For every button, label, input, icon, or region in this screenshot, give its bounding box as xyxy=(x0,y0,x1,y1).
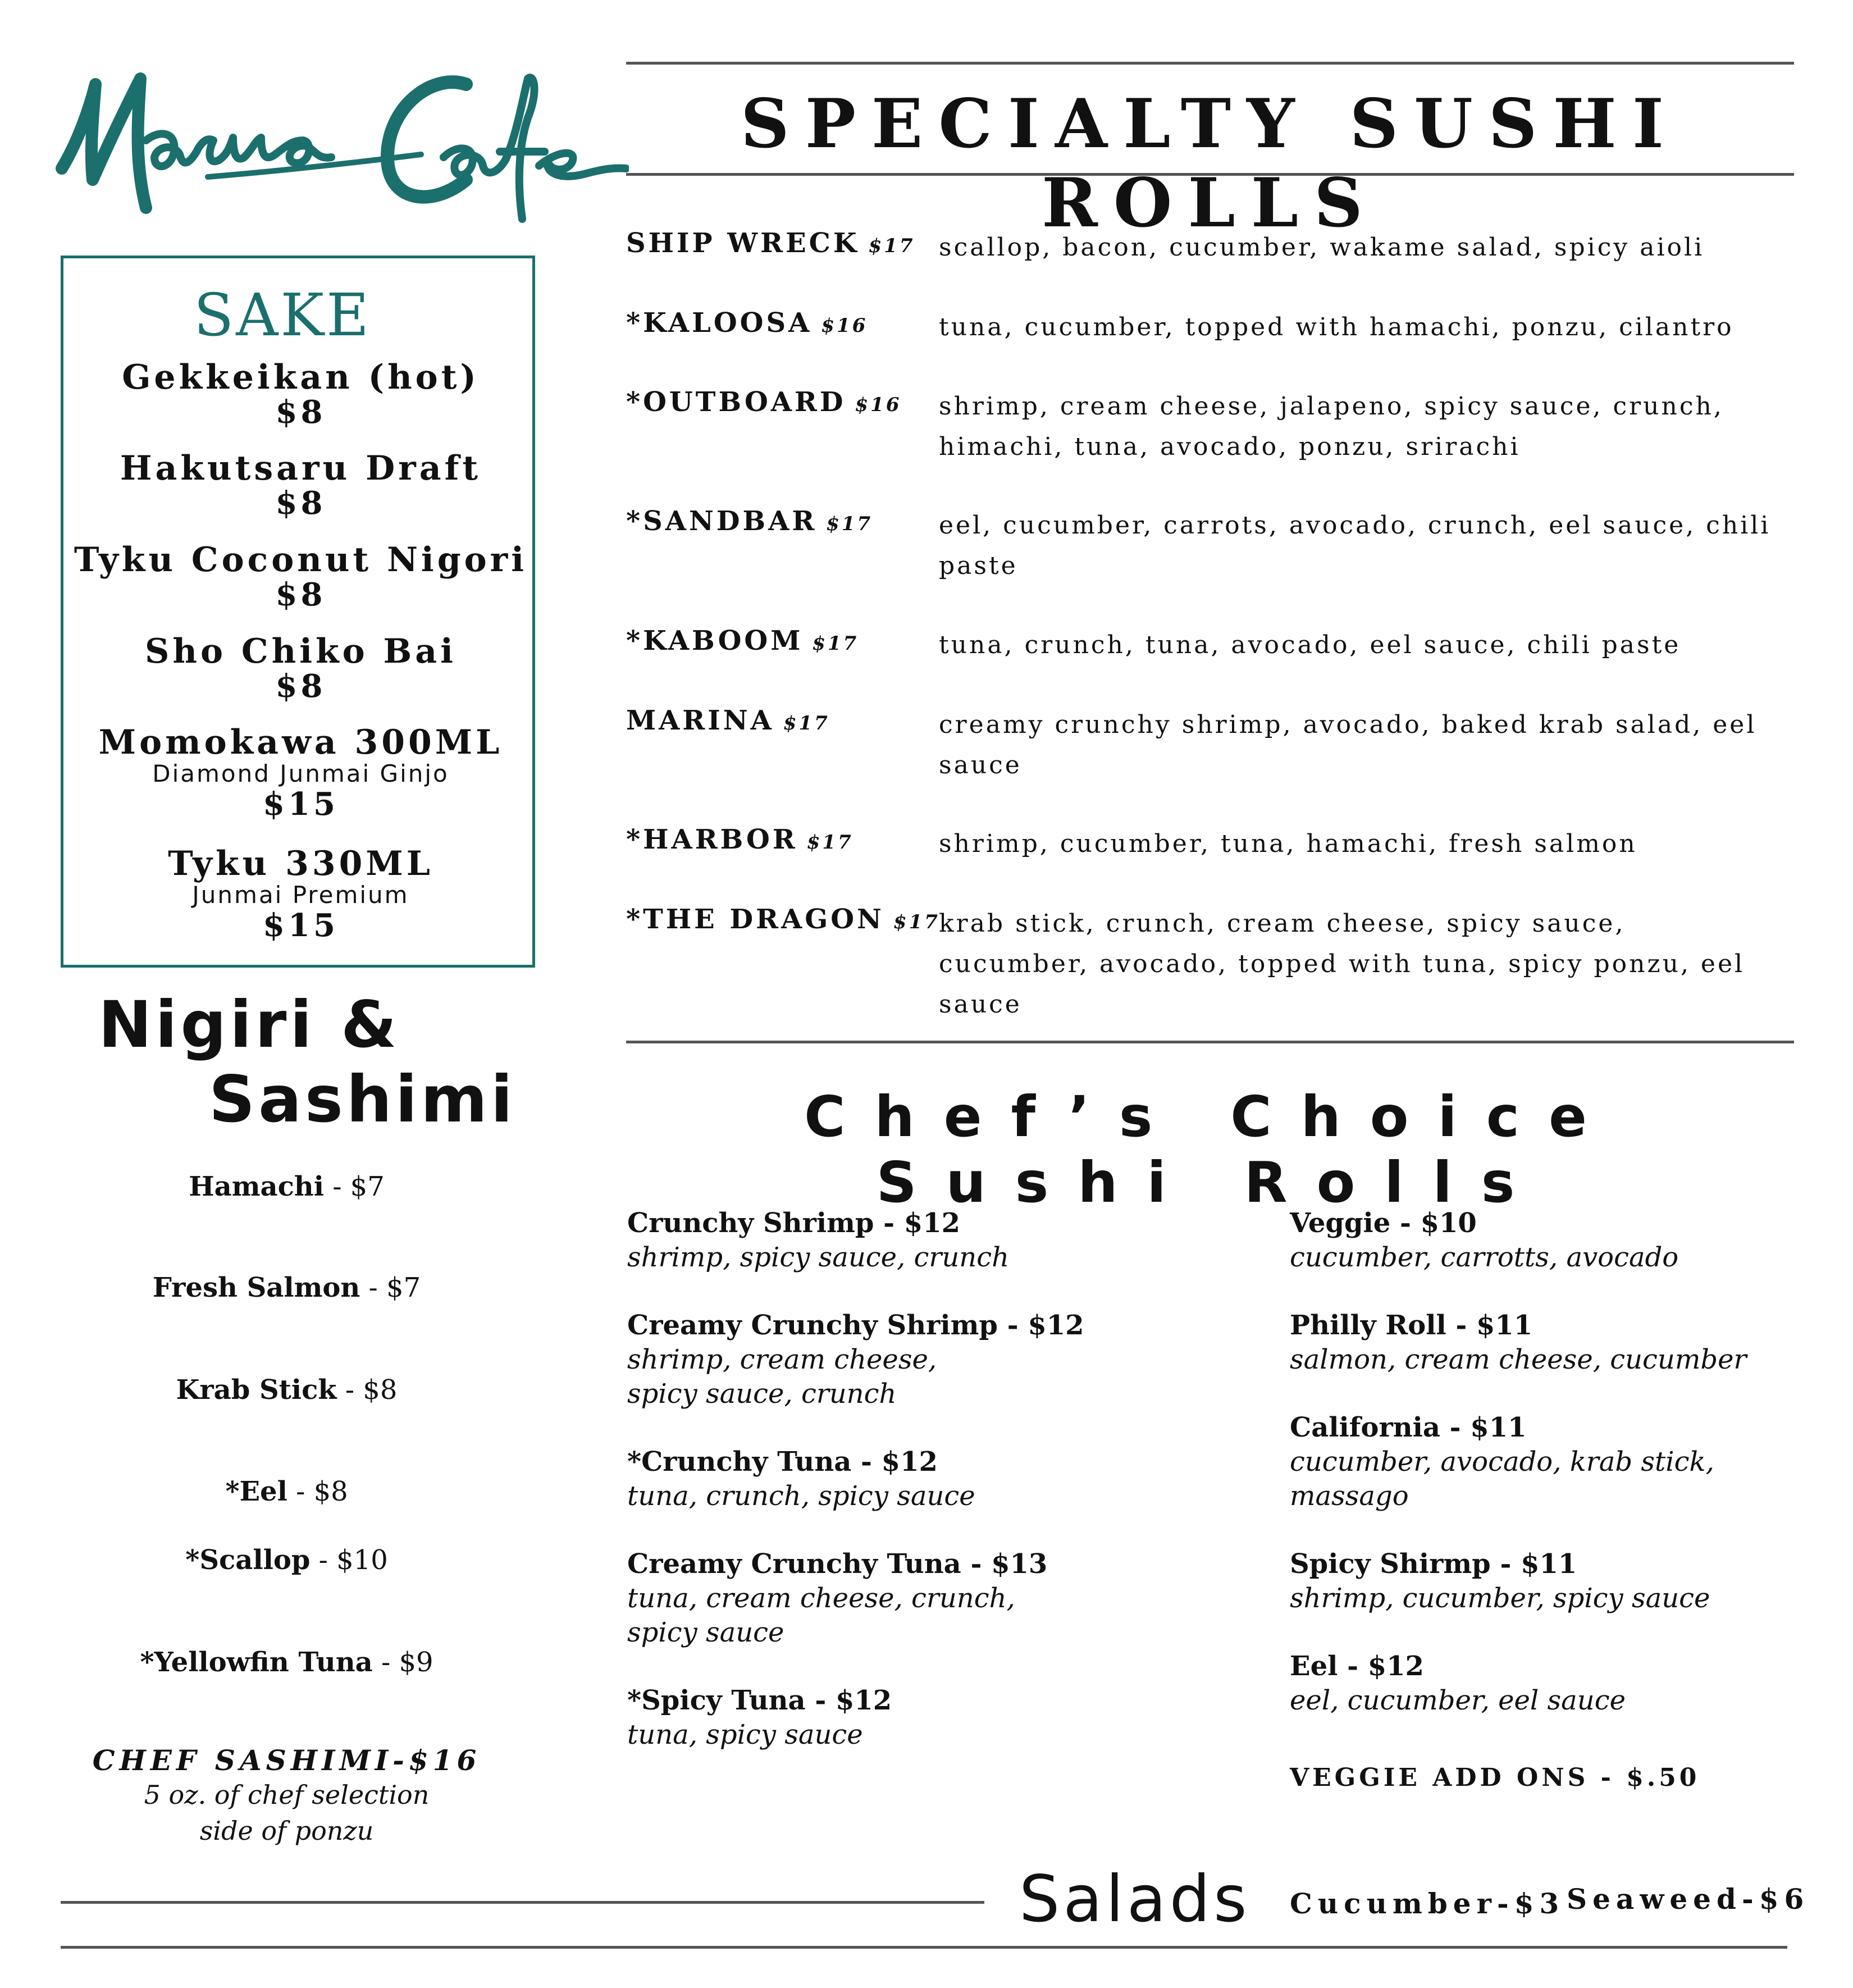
roll-price: $17 xyxy=(868,235,915,257)
roll-name-text: SHIP WRECK xyxy=(626,227,860,259)
chefs-roll-desc: shrimp, spicy sauce, crunch xyxy=(627,1242,1009,1273)
nigiri-item xyxy=(61,1374,513,1406)
roll-price: $16 xyxy=(855,394,902,416)
sake-name: Momokawa 300ML xyxy=(98,723,503,762)
roll-description: tuna, crunch, tuna, avocado, eel sauce, chili paste xyxy=(939,631,1681,659)
veggie-add-ons: VEGGIE ADD ONS - $.50 xyxy=(1290,1763,1700,1792)
chefs-roll-desc: cucumber, carrotts, avocado xyxy=(1290,1242,1679,1273)
nigiri-item xyxy=(61,1272,513,1303)
roll-name xyxy=(626,227,915,259)
sake-price: $8 xyxy=(275,485,326,522)
sake-price: $8 xyxy=(275,394,326,431)
chefs-roll xyxy=(1290,1547,1851,1616)
sake-item xyxy=(63,633,538,703)
nigiri-title-line2: Sashimi xyxy=(209,1062,516,1137)
roll-name-text: *KABOOM xyxy=(626,625,804,656)
sake-item xyxy=(63,846,538,942)
chefs-roll-name: Crunchy Shrimp - $12 xyxy=(627,1207,960,1239)
roll-description: tuna, cucumber, topped with hamachi, ponzu, cilantro xyxy=(939,313,1734,341)
nigiri-item-name: Krab Stick xyxy=(176,1374,337,1406)
nigiri-item-price: - $7 xyxy=(323,1171,385,1202)
nigiri-item-price: - $7 xyxy=(360,1272,421,1303)
chefs-roll-name: *Spicy Tuna - $12 xyxy=(627,1685,892,1716)
nigiri-item-price: - $8 xyxy=(336,1374,398,1406)
nigiri-item-name: Fresh Salmon xyxy=(152,1272,360,1303)
chefs-roll-desc: shrimp, cucumber, spicy sauce xyxy=(1290,1583,1710,1614)
chefs-roll xyxy=(1290,1308,1851,1377)
roll-name xyxy=(626,386,902,418)
nigiri-title-line1: Nigiri & xyxy=(98,987,400,1062)
chef-sashimi-desc-line1: 5 oz. of chef selection xyxy=(144,1780,430,1810)
nigiri-item xyxy=(61,1476,513,1507)
sake-price: $8 xyxy=(275,668,326,705)
nigiri-item xyxy=(61,1647,513,1678)
chefs-roll-desc: tuna, spicy sauce xyxy=(627,1719,863,1750)
roll-description: creamy crunchy shrimp, avocado, baked krab salad, eel sauce xyxy=(939,710,1757,779)
roll-name xyxy=(626,705,830,736)
roll-description: shrimp, cream cheese, jalapeno, spicy sauce, crunch, himachi, tuna, avocado, ponzu, srirachi xyxy=(939,392,1724,461)
roll-name xyxy=(626,505,873,537)
nigiri-item-price: - $8 xyxy=(287,1476,348,1507)
roll-price: $17 xyxy=(893,911,940,933)
chefs-roll xyxy=(1290,1649,1851,1718)
chefs-roll-desc: massago xyxy=(1290,1480,1409,1512)
chefs-roll-name: Veggie - $10 xyxy=(1290,1207,1477,1239)
roll-name-text: *OUTBOARD xyxy=(626,386,846,418)
chefs-roll-desc: eel, cucumber, eel sauce xyxy=(1290,1685,1626,1716)
roll-name-text: *HARBOR xyxy=(626,824,798,855)
chefs-roll xyxy=(627,1445,1189,1513)
sake-title: SAKE xyxy=(194,281,371,349)
nigiri-item-name: *Scallop xyxy=(185,1544,311,1576)
roll-price: $17 xyxy=(812,632,859,655)
chefs-roll-name: Spicy Shirmp - $11 xyxy=(1290,1548,1577,1580)
chefs-roll-name: Creamy Crunchy Shrimp - $12 xyxy=(627,1310,1084,1341)
roll-description: scallop, bacon, cucumber, wakame salad, spicy aioli xyxy=(939,233,1705,262)
sake-price: $8 xyxy=(275,576,326,613)
chef-sashimi-desc-line2: side of ponzu xyxy=(199,1816,374,1846)
chefs-choice-title: Chef’s Choice Sushi Rolls xyxy=(804,1084,1616,1215)
roll-description: eel, cucumber, carrots, avocado, crunch, eel sauce, chili paste xyxy=(939,511,1771,580)
chefs-roll-desc: spicy sauce, crunch xyxy=(627,1378,897,1410)
divider-rule xyxy=(626,62,1794,65)
sake-name: Gekkeikan (hot) xyxy=(122,358,480,397)
marina-cafe-logo xyxy=(39,39,629,230)
chefs-roll xyxy=(627,1547,1189,1650)
roll-price: $17 xyxy=(806,831,854,854)
roll-name-text: *KALOOSA xyxy=(626,307,813,339)
nigiri-item xyxy=(61,1544,513,1576)
salads-title: Salads xyxy=(1019,1862,1250,1936)
chefs-roll xyxy=(627,1206,1189,1275)
roll-description: krab stick, crunch, cream cheese, spicy sauce, cucumber, avocado, topped with tuna, spicy ponzu, eel sauce xyxy=(939,909,1745,1019)
roll-name xyxy=(626,904,940,935)
logo-script-artwork xyxy=(39,39,629,230)
nigiri-item xyxy=(61,1171,513,1202)
chefs-roll xyxy=(627,1684,1189,1752)
chefs-roll-desc: spicy sauce xyxy=(627,1617,784,1648)
chefs-roll-name: Creamy Crunchy Tuna - $13 xyxy=(627,1548,1048,1580)
chefs-roll xyxy=(1290,1206,1851,1275)
roll-description: shrimp, cucumber, tuna, hamachi, fresh salmon xyxy=(939,829,1637,858)
sake-price: $15 xyxy=(263,907,339,944)
sake-item xyxy=(63,450,538,520)
salad-item: Seaweed-$6 xyxy=(1567,1882,1810,1916)
roll-name-text: *SANDBAR xyxy=(626,505,818,537)
sake-item xyxy=(63,542,538,612)
roll-name-text: MARINA xyxy=(626,705,774,736)
chefs-roll-desc: tuna, crunch, spicy sauce xyxy=(627,1480,975,1512)
nigiri-item-price: - $9 xyxy=(372,1647,433,1678)
sake-price: $15 xyxy=(263,786,339,823)
chef-sashimi xyxy=(61,1744,513,1849)
roll-price: $17 xyxy=(783,712,830,735)
divider-rule xyxy=(61,1946,1787,1949)
specialty-title: SPECIALTY SUSHI ROLLS xyxy=(741,84,1679,243)
sake-subtitle: Diamond Junmai Ginjo xyxy=(152,760,449,787)
roll-name xyxy=(626,824,854,855)
roll-name xyxy=(626,307,868,339)
roll-name-text: *THE DRAGON xyxy=(626,904,884,935)
sake-name: Sho Chiko Bai xyxy=(145,632,457,671)
chefs-roll-desc: tuna, cream cheese, crunch, xyxy=(627,1583,1015,1614)
chef-sashimi-title: CHEF SASHIMI-$16 xyxy=(92,1744,481,1777)
sake-item xyxy=(63,359,538,429)
divider-rule xyxy=(61,1901,984,1904)
roll-price: $16 xyxy=(821,314,868,337)
sake-name: Hakutsaru Draft xyxy=(120,449,482,488)
chefs-roll-name: Eel - $12 xyxy=(1290,1650,1424,1682)
sake-subtitle: Junmai Premium xyxy=(192,881,409,909)
sake-item xyxy=(63,724,538,821)
chefs-roll-desc: salmon, cream cheese, cucumber xyxy=(1290,1344,1747,1375)
nigiri-item-name: Hamachi xyxy=(189,1171,324,1202)
sake-section xyxy=(61,256,535,968)
salad-item: Cucumber-$3 xyxy=(1290,1887,1565,1920)
nigiri-item-name: *Eel xyxy=(225,1476,287,1507)
chefs-roll-desc: shrimp, cream cheese, xyxy=(627,1344,937,1375)
chefs-roll xyxy=(627,1308,1189,1411)
chefs-roll-name: California - $11 xyxy=(1290,1412,1527,1443)
divider-rule xyxy=(626,1041,1794,1043)
roll-name xyxy=(626,625,859,656)
chefs-roll-desc: cucumber, avocado, krab stick, xyxy=(1290,1446,1714,1478)
chefs-roll-name: Philly Roll - $11 xyxy=(1290,1310,1533,1341)
sake-name: Tyku Coconut Nigori xyxy=(74,540,528,580)
roll-price: $17 xyxy=(826,513,873,535)
chefs-roll-name: *Crunchy Tuna - $12 xyxy=(627,1446,938,1478)
sake-name: Tyku 330ML xyxy=(168,844,433,883)
nigiri-item-name: *Yellowfin Tuna xyxy=(140,1647,373,1678)
nigiri-item-price: - $10 xyxy=(310,1544,388,1576)
chefs-roll xyxy=(1290,1411,1851,1513)
